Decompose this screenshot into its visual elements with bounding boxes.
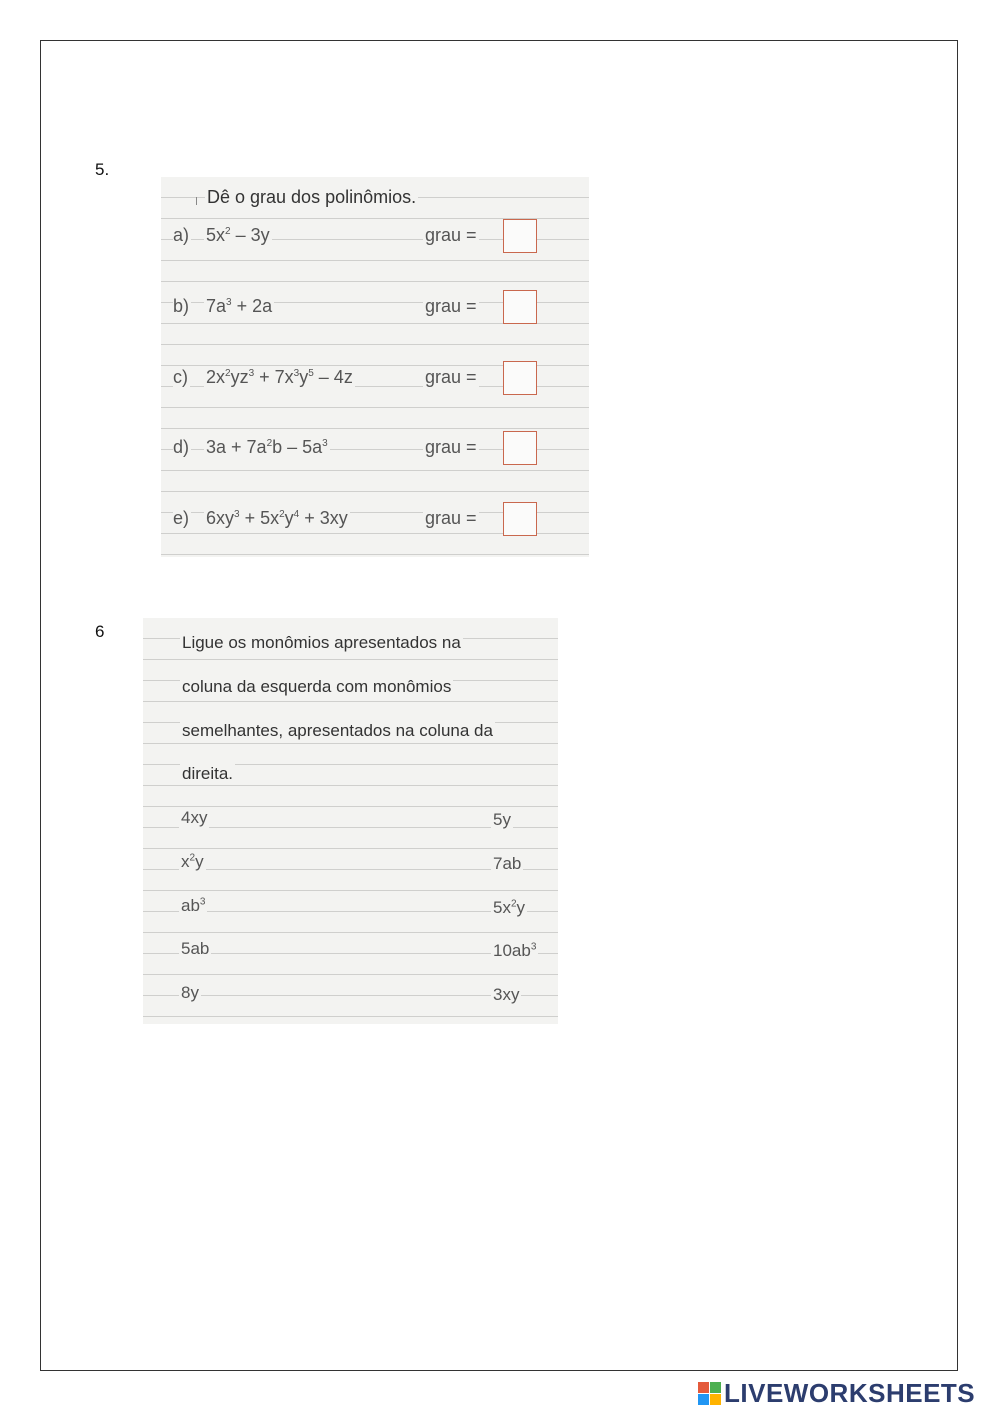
question-5-image — [161, 177, 589, 557]
polynomial-expression: $5x^2 - 3y$ — [206, 225, 270, 245]
polynomial-expression: $6xy^3 + 5x^2y^4 + 3xy$ — [206, 508, 348, 528]
answer-box[interactable] — [503, 361, 537, 395]
left-monomial[interactable]: $x^2y$ — [181, 852, 204, 871]
left-monomial[interactable]: $ab^3$ — [181, 896, 206, 915]
instruction-line: semelhantes, apresentados na coluna da — [182, 721, 493, 740]
polynomial-expression: $7a^3 + 2a$ — [206, 296, 273, 316]
answer-box[interactable] — [503, 290, 537, 324]
answer-box[interactable] — [503, 502, 537, 536]
left-monomial[interactable]: 4xy — [181, 808, 208, 827]
item-label: d) — [173, 437, 190, 457]
polynomial-expression: $2x^2yz^3 + 7x^3y^5 - 4z$ — [206, 367, 353, 387]
scan-mark — [196, 197, 197, 205]
instruction-line: Ligue os monômios apresentados na — [182, 633, 461, 652]
instruction-line: direita. — [182, 764, 234, 783]
grau-label: grau = — [425, 437, 477, 457]
polynomial-item-a — [173, 219, 583, 259]
answer-box[interactable] — [503, 219, 537, 253]
right-monomial[interactable]: $5x^2y$ — [493, 898, 526, 917]
polynomial-expression: $3a + 7a^2b - 5a^3$ — [206, 437, 328, 457]
item-label: e) — [173, 508, 190, 528]
polynomial-item-c — [173, 361, 583, 401]
right-monomial[interactable]: 7ab — [493, 854, 522, 873]
question-6-number: 6 — [95, 622, 105, 641]
liveworksheets-logo — [698, 1378, 975, 1408]
question-5-title: Dê o grau dos polinômios. — [207, 187, 417, 207]
grau-label: grau = — [425, 225, 477, 245]
right-monomial[interactable]: $10ab^3$ — [493, 941, 537, 960]
grau-label: grau = — [425, 367, 477, 387]
logo-mark-icon — [698, 1382, 721, 1405]
left-monomial[interactable]: 8y — [181, 983, 199, 1002]
right-monomial[interactable]: 5y — [493, 810, 511, 829]
question-6-image — [143, 618, 558, 1024]
grau-label: grau = — [425, 296, 477, 316]
item-label: c) — [173, 367, 188, 387]
item-label: a) — [173, 225, 190, 245]
left-monomial[interactable]: 5ab — [181, 939, 210, 958]
grau-label: grau = — [425, 508, 477, 528]
question-5-number: 5. — [95, 160, 110, 179]
polynomial-item-b — [173, 290, 583, 330]
polynomial-item-d — [173, 431, 583, 471]
instruction-line: coluna da esquerda com monômios — [182, 677, 452, 696]
answer-box[interactable] — [503, 431, 537, 465]
logo-text: LIVEWORKSHEETS — [724, 1377, 976, 1408]
polynomial-item-e — [173, 502, 583, 542]
item-label: b) — [173, 296, 190, 316]
right-monomial[interactable]: 3xy — [493, 985, 520, 1004]
